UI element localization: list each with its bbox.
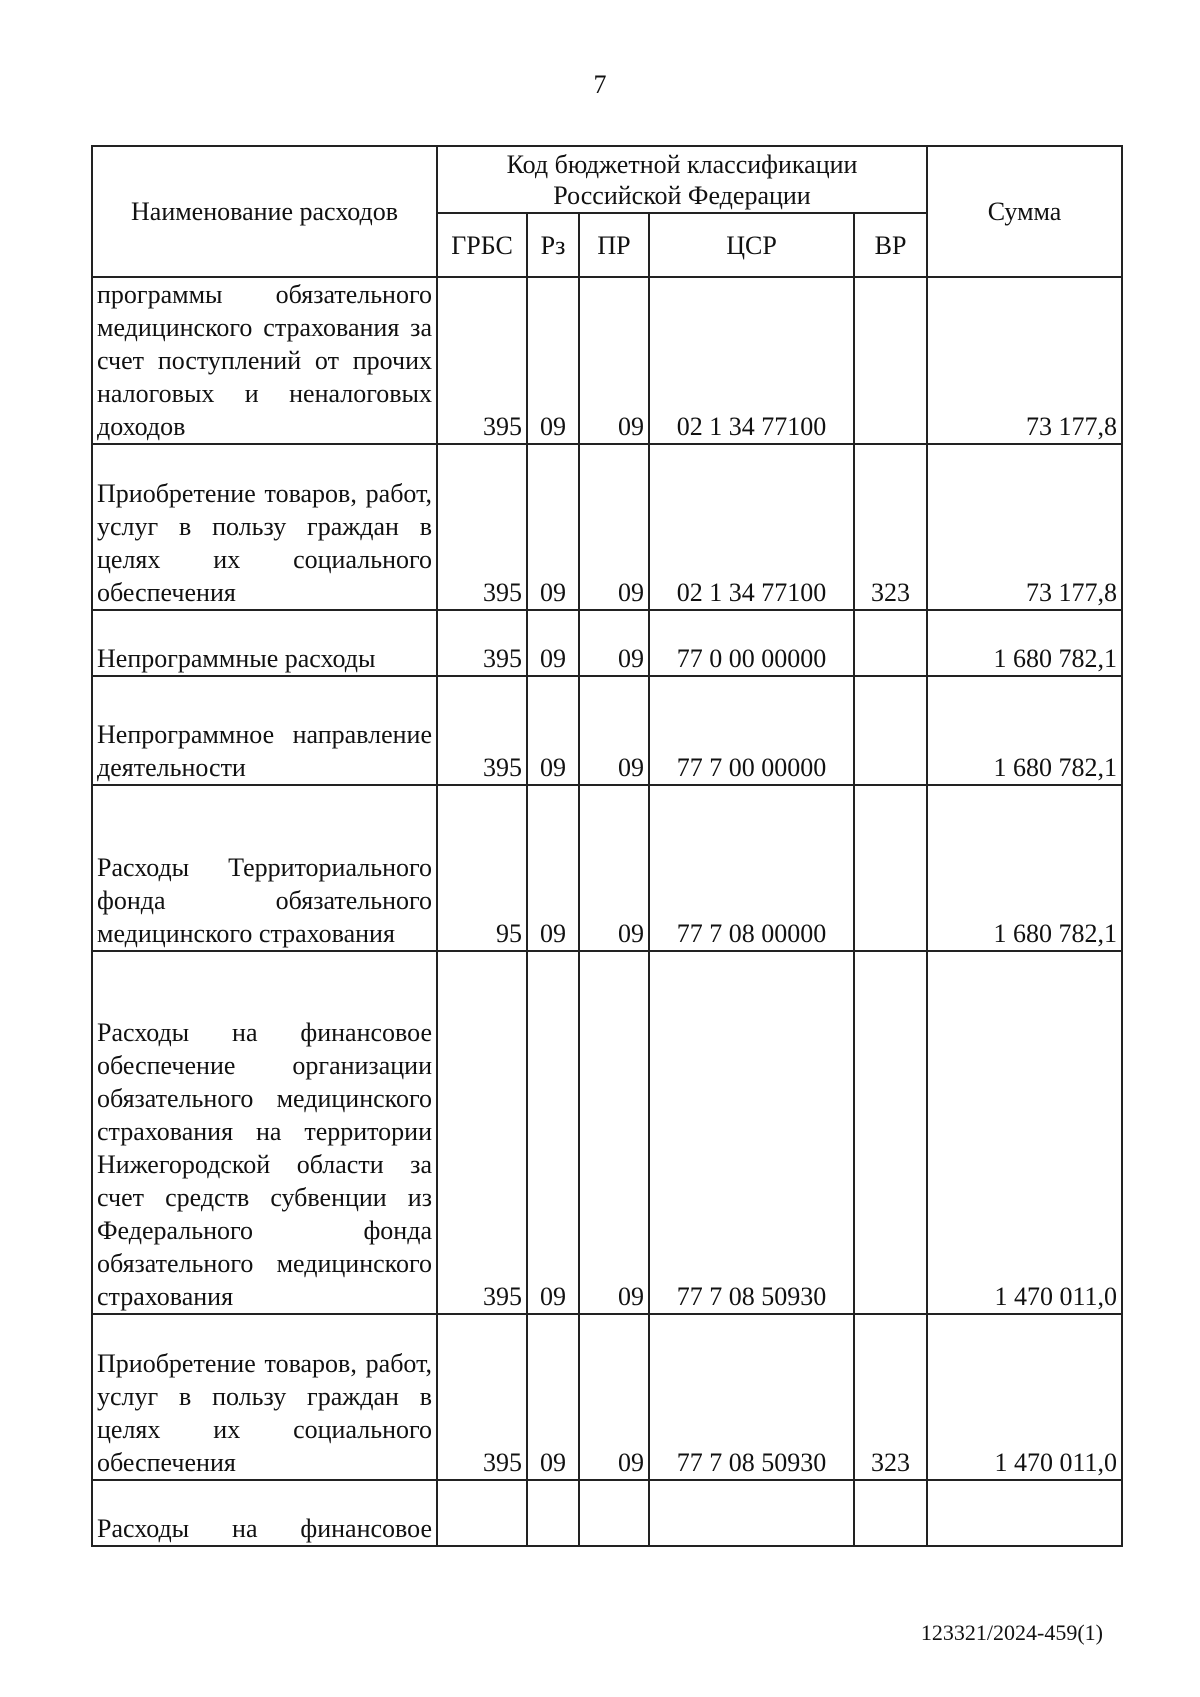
row-csr: 02 1 34 77100 [649,277,854,444]
header-name: Наименование расходов [92,146,437,277]
header-code-group: Код бюджетной классификации Российской Федерации [437,146,927,213]
row-csr [649,1480,854,1546]
row-rz: 09 [527,610,579,676]
row-vr [854,1480,927,1546]
row-vr [854,610,927,676]
row-sum: 1 680 782,1 [927,676,1122,785]
row-name: Непрограммное направление деятельности [92,676,437,785]
row-sum: 1 680 782,1 [927,785,1122,951]
row-grbs: 395 [437,1314,527,1480]
row-name: программы обязательного медицинского страхования за счет поступлений от прочих налоговых и неналоговых доходов [92,277,437,444]
row-name: Расходы на финансовое [92,1480,437,1546]
row-grbs: 395 [437,610,527,676]
row-vr: 323 [854,444,927,610]
row-name: Непрограммные расходы [92,610,437,676]
row-pr: 09 [579,1314,649,1480]
row-csr: 77 7 00 00000 [649,676,854,785]
row-rz: 09 [527,676,579,785]
header-pr: ПР [579,213,649,277]
row-pr: 09 [579,610,649,676]
row-csr: 77 7 08 50930 [649,1314,854,1480]
row-grbs: 395 [437,676,527,785]
row-sum: 1 680 782,1 [927,610,1122,676]
table-row [92,277,1122,444]
table-row [92,1314,1122,1480]
row-csr: 77 0 00 00000 [649,610,854,676]
row-sum: 73 177,8 [927,444,1122,610]
row-name: Приобретение товаров, работ, услуг в пользу граждан в целях их социального обеспечения [92,444,437,610]
row-rz: 09 [527,785,579,951]
header-rz: Рз [527,213,579,277]
row-csr: 02 1 34 77100 [649,444,854,610]
row-grbs [437,1480,527,1546]
row-sum: 1 470 011,0 [927,1314,1122,1480]
row-vr: 323 [854,1314,927,1480]
row-sum [927,1480,1122,1546]
row-rz [527,1480,579,1546]
row-name: Расходы на финансовое обеспечение организации обязательного медицинского страхования на территории Нижегородской области за счет средств субвенции из Федерального фонда обязательного медицинского страхования [92,951,437,1314]
budget-table [91,145,1123,1547]
row-vr [854,277,927,444]
row-grbs: 95 [437,785,527,951]
row-grbs: 395 [437,444,527,610]
document-id: 123321/2024-459(1) [920,1620,1103,1645]
row-rz: 09 [527,1314,579,1480]
row-vr [854,951,927,1314]
row-sum: 73 177,8 [927,277,1122,444]
row-name: Приобретение товаров, работ, услуг в пользу граждан в целях их социального обеспечения [92,1314,437,1480]
row-vr [854,785,927,951]
row-pr [579,1480,649,1546]
table-row [92,676,1122,785]
table-row [92,951,1122,1314]
row-csr: 77 7 08 50930 [649,951,854,1314]
row-sum: 1 470 011,0 [927,951,1122,1314]
page-number: 7 [593,70,607,99]
table-row [92,444,1122,610]
row-name: Расходы Территориального фонда обязательного медицинского страхования [92,785,437,951]
row-vr [854,676,927,785]
row-grbs: 395 [437,277,527,444]
header-grbs: ГРБС [437,213,527,277]
header-sum: Сумма [927,146,1122,277]
row-pr: 09 [579,785,649,951]
header-vr: ВР [854,213,927,277]
row-pr: 09 [579,676,649,785]
row-csr: 77 7 08 00000 [649,785,854,951]
table-row [92,785,1122,951]
row-pr: 09 [579,444,649,610]
row-rz: 09 [527,951,579,1314]
row-pr: 09 [579,951,649,1314]
row-rz: 09 [527,444,579,610]
row-pr: 09 [579,277,649,444]
table-row [92,1480,1122,1546]
header-csr: ЦСР [649,213,854,277]
row-rz: 09 [527,277,579,444]
row-grbs: 395 [437,951,527,1314]
table-row [92,610,1122,676]
